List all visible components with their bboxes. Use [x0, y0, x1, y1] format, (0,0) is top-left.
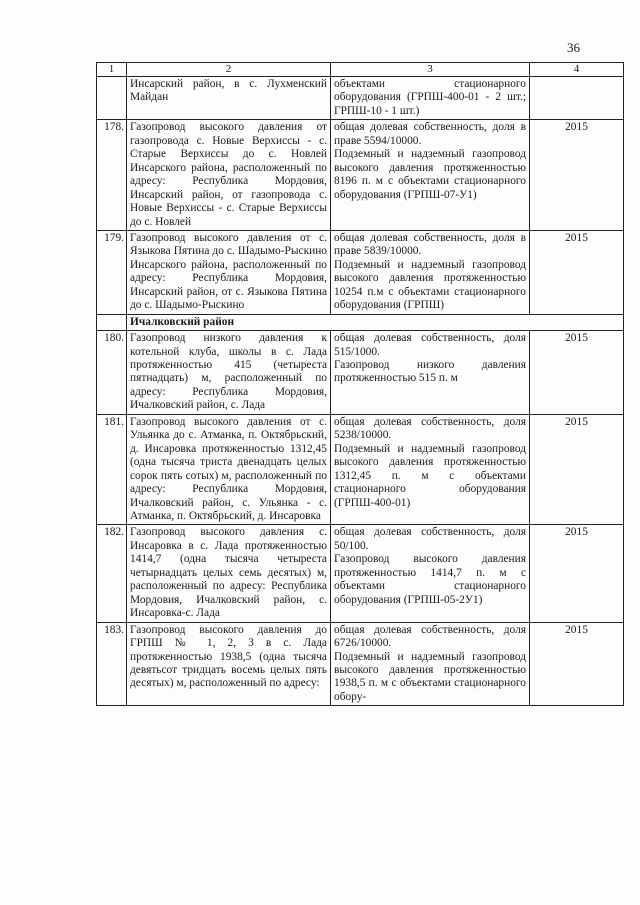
header-col-2: 2 — [127, 63, 331, 77]
row-number: 179. — [97, 230, 127, 314]
row-year: 2015 — [530, 120, 624, 231]
row-ownership: общая долевая собственность, доля 6726/10000. — [334, 623, 526, 650]
table-row — [97, 331, 624, 415]
row-description: Газопровод низкого давления к котельной клуба, школы в с. Лада протяженностью 415 (четыреста пятнадцать) м, расположенный по адресу: Республика Мордовия, Ичалковский район, с. Лада — [127, 331, 331, 415]
table-row — [97, 414, 624, 525]
row-description: Газопровод высокого давления от с. Языкова Пятина до с. Шадымо-Рыскино Инсарского района, расположенный по адресу: Республика Мордовия, Инсарский район, от с. Языкова Пятина до с. Шадымо-Рыскино — [127, 230, 331, 314]
row-object: Подземный и надземный газопровод высокого давления протяженностью 10254 п.м с объектами стационарного оборудования (ГРПШ) — [334, 258, 526, 312]
row-number: 181. — [97, 414, 127, 525]
row-description: Газопровод высокого давления от с. Ульянка до с. Атманка, п. Октябрьский, д. Инсаровка протяженностью 1312,45 (одна тысяча триста двенадцать целых сорок пять сотых) м, расположенный по адресу: Республика Мордовия, Ичалковский район, с. Ульянка - с. Атманка, п. Октябрьский, д. Инсаровка — [127, 414, 331, 525]
row-details — [331, 525, 530, 622]
row-ownership: общая долевая собственность, доля в праве 5839/10000. — [334, 231, 526, 258]
header-col-1: 1 — [97, 63, 127, 77]
row-details — [331, 414, 530, 525]
row-details — [331, 76, 530, 119]
table-row — [97, 230, 624, 314]
row-year — [530, 76, 624, 119]
row-ownership: общая долевая собственность, доля в праве 5594/10000. — [334, 121, 526, 147]
table-row — [97, 76, 624, 119]
row-details — [331, 331, 530, 415]
header-col-3: 3 — [331, 63, 530, 77]
row-number: 178. — [97, 120, 127, 231]
row-number: 182. — [97, 525, 127, 622]
row-year: 2015 — [530, 622, 624, 706]
district-label: Ичалковский район — [127, 314, 624, 330]
row-object: Подземный и надземный газопровод высокого давления протяженностью 1938,5 п. м с объектами стационарного обору- — [334, 650, 526, 703]
row-object: объектами стационарного оборудования (ГРПШ-400-01 - 2 шт.; ГРПШ-10 - 1 шт.) — [334, 77, 526, 117]
row-number: 180. — [97, 331, 127, 415]
row-object: Подземный и надземный газопровод высокого давления протяженностью 8196 п. м с объектами стационарного оборудования (ГРПШ-07-У1) — [334, 148, 526, 201]
row-object: Газопровод высокого давления протяженностью 1414,7 п. м с объектами стационарного оборудования (ГРПШ-05-2У1) — [334, 553, 526, 606]
row-number: 183. — [97, 622, 127, 706]
row-description: Газопровод высокого давления с. Инсаровка в с. Лада протяженностью 1414,7 (одна тысяча четыреста четырнадцать целых семь десятых) м, расположенный по адресу: Республика Мордовия, Ичалковский район, с. Инсаровка-с. Лада — [127, 525, 331, 622]
row-ownership: общая долевая собственность, доля 515/1000. — [334, 332, 526, 358]
row-details — [331, 622, 530, 706]
table-row — [97, 120, 624, 231]
row-ownership: общая долевая собственность, доля 50/100. — [334, 526, 526, 552]
row-details — [331, 230, 530, 314]
district-blank — [97, 314, 127, 330]
header-col-4: 4 — [530, 63, 624, 77]
property-table — [96, 62, 624, 706]
row-object: Подземный и надземный газопровод высокого давления протяженностью 1312,45 п. м с объектами стационарного оборудования (ГРПШ-400-01) — [334, 442, 526, 509]
row-description: Газопровод высокого давления до ГРПШ № 1, 2, 3 в с. Лада протяженностью 1938,5 (одна тысяча девятьсот тридцать восемь целых пять десятых) м, расположенный по адресу: — [127, 622, 331, 706]
row-year: 2015 — [530, 414, 624, 525]
header-row — [97, 63, 624, 77]
row-year: 2015 — [530, 230, 624, 314]
table-row — [97, 525, 624, 622]
page-number: 36 — [567, 40, 580, 55]
table-row — [97, 622, 624, 706]
row-details — [331, 120, 530, 231]
row-ownership: общая долевая собственность, доля 5238/10000. — [334, 415, 526, 442]
row-object: Газопровод низкого давления протяженностью 515 п. м — [334, 359, 526, 385]
row-description: Газопровод высокого давления от газопровода с. Новые Верхиссы - с. Старые Верхиссы до с. Новлей Инсарского района, расположенный по адресу: Республика Мордовия, Инсарский район, от газопровода с. Новые Верхиссы - с. Старые Верхиссы до с. Новлей — [127, 120, 331, 231]
row-year: 2015 — [530, 331, 624, 415]
row-year: 2015 — [530, 525, 624, 622]
district-row — [97, 314, 624, 330]
row-number — [97, 76, 127, 119]
row-description: Инсарский район, в с. Лухменский Майдан — [127, 76, 331, 119]
